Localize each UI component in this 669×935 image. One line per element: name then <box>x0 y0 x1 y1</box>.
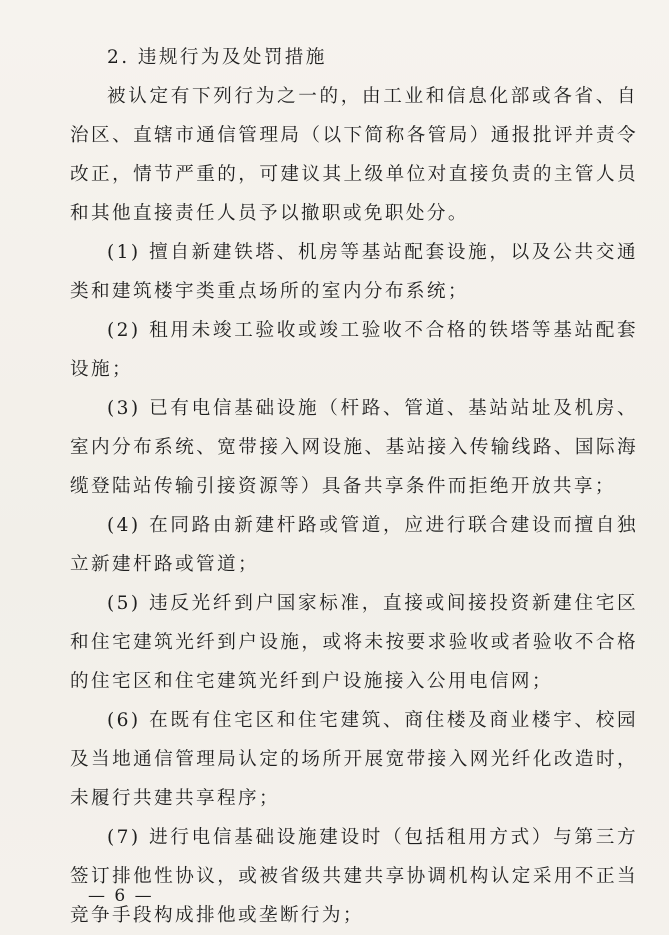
list-item: (2) 租用未竣工验收或竣工验收不合格的铁塔等基站配套设施； <box>70 320 638 380</box>
list-item: (7) 进行电信基础设施建设时（包括租用方式）与第三方签订排他性协议，或被省级共建共享协调机构认定采用不正当竞争手段构成排他或垄断行为； <box>70 827 638 926</box>
document-body <box>70 38 638 935</box>
list-item: (6) 在既有住宅区和住宅建筑、商住楼及商业楼宇、校园及当地通信管理局认定的场所开展宽带接入网光纤化改造时，未履行共建共享程序； <box>70 710 638 809</box>
list-item: (4) 在同路由新建杆路或管道，应进行联合建设而擅自独立新建杆路或管道； <box>70 515 638 575</box>
page-number: — 6 — <box>88 886 154 906</box>
list-item: (3) 已有电信基础设施（杆路、管道、基站站址及机房、室内分布系统、宽带接入网设施、基站接入传输线路、国际海缆登陆站传输引接资源等）具备共享条件而拒绝开放共享； <box>70 398 638 497</box>
intro-paragraph: 被认定有下列行为之一的，由工业和信息化部或各省、自治区、直辖市通信管理局（以下简称各管局）通报批评并责令改正，情节严重的，可建议其上级单位对直接负责的主管人员和其他直接责任人员予以撤职或免职处分。 <box>70 86 638 224</box>
section-heading: 2. 违规行为及处罚措施 <box>107 47 327 68</box>
list-item: (5) 违反光纤到户国家标准，直接或间接投资新建住宅区和住宅建筑光纤到户设施，或将未按要求验收或者验收不合格的住宅区和住宅建筑光纤到户设施接入公用电信网； <box>70 593 638 692</box>
list-item: (1) 擅自新建铁塔、机房等基站配套设施，以及公共交通类和建筑楼宇类重点场所的室内分布系统； <box>70 242 638 302</box>
